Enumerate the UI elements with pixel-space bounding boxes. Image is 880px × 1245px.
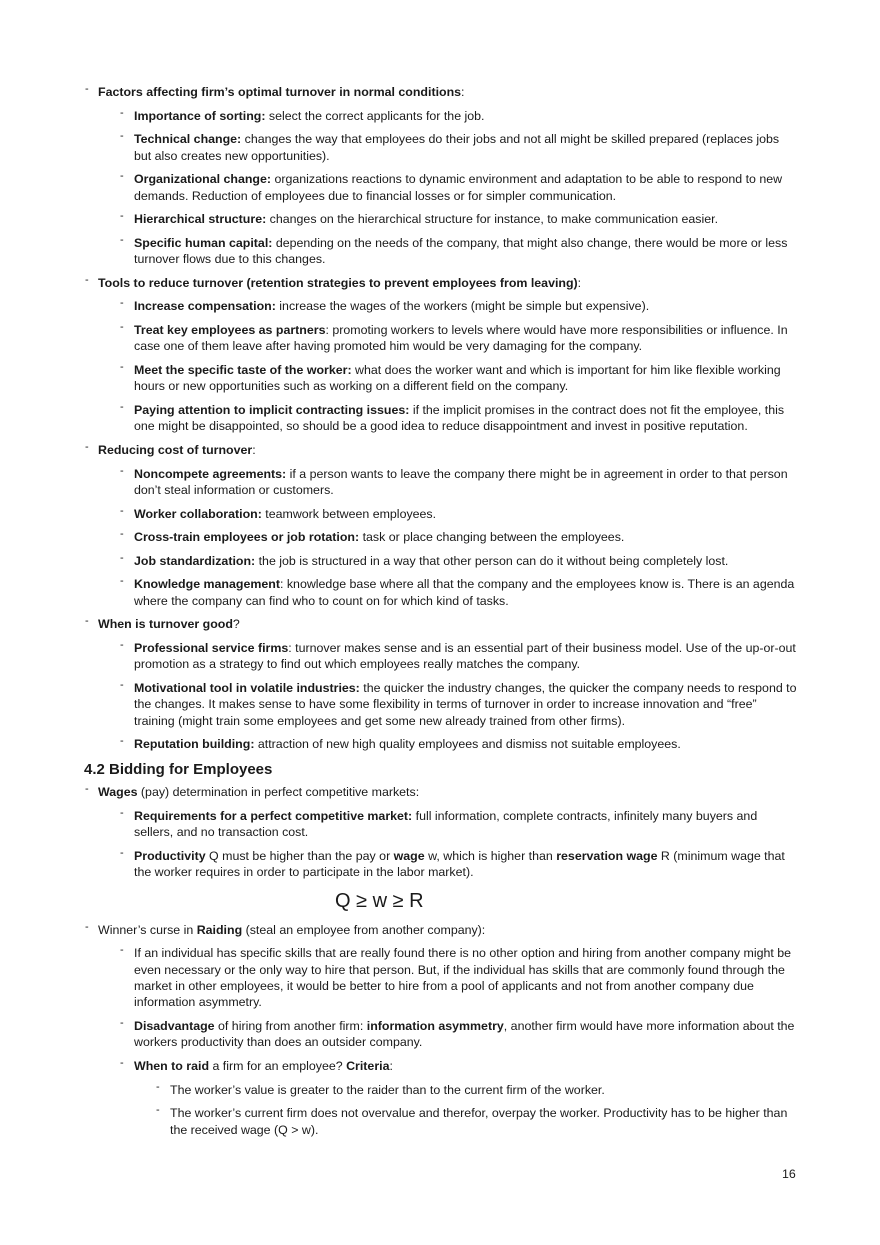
bullet-group: [0, 784, 880, 880]
bullet-text: [134, 849, 785, 879]
text-run: teamwork between employees.: [261, 506, 437, 521]
bullet-group: [0, 442, 880, 609]
sub-bullet-item: [0, 848, 798, 881]
text-run: organizations reactions to dynamic environment and adaptation to be able to respond to new demands. Reduction of employees due to financial losses or for simpler communication.: [134, 172, 783, 203]
bold-term: Paying attention to implicit contracting issues:: [134, 402, 410, 417]
bold-term: Technical change:: [134, 132, 242, 147]
bullet-text: [98, 85, 465, 99]
bullet-text: [98, 443, 256, 457]
sub-list: [0, 1082, 880, 1138]
bullet-dash-icon: -: [85, 920, 89, 933]
sub-list: [0, 808, 880, 881]
text-run: full information, complete contracts, infinitely many buyers and sellers, and no transaction cost.: [134, 808, 758, 839]
sub-bullet-item: [0, 298, 798, 314]
bullet-item: [0, 275, 798, 291]
sub-bullet-item: [0, 322, 798, 355]
bullet-dash-icon: -: [120, 400, 124, 413]
bullet-text: [134, 577, 794, 607]
bold-term: Reducing cost of turnover: [98, 442, 253, 457]
sub-bullet-item: [0, 1105, 798, 1138]
bullet-text: [98, 276, 581, 290]
text-run: : turnover makes sense and is an essential part of their business model. Use of the up-or-out promotion as a strategy to find out which employees really matches the company.: [134, 640, 796, 672]
text-run: if the implicit promises in the contract does not fit the employee, this one might be disappointed, so should be a good idea to reduce disappointment and invest in positive reputation.: [134, 402, 785, 434]
bold-term: Organizational change:: [134, 172, 272, 187]
bold-term: reservation wage: [556, 848, 658, 863]
bullet-text: [170, 1083, 605, 1097]
bullet-text: [134, 530, 624, 544]
text-run: task or place changing between the employees.: [359, 530, 625, 545]
text-run: increase the wages of the workers (might be simple but expensive).: [275, 299, 650, 314]
bullet-dash-icon: -: [120, 528, 124, 541]
bullet-dash-icon: -: [85, 615, 89, 628]
text-run: attraction of new high quality employees and dismiss not suitable employees.: [254, 737, 681, 752]
bullet-dash-icon: -: [85, 782, 89, 795]
bullet-text: [134, 507, 436, 521]
text-run: If an individual has specific skills that are really found there is no other option and hiring from another company might be even necessary or the only way to hire that person. But, if the individual has skills that are commonly found through the market in other employees, it would be better to hire from a pool of applicants and not from another company due information asymmetry.: [134, 946, 792, 1010]
text-run: : knowledge base where all that the company and the employees know is. There is an agenda where the company can find who to count on for which kind of tasks.: [134, 577, 795, 608]
bullet-dash-icon: -: [120, 846, 124, 859]
text-run: a firm for an employee?: [209, 1058, 347, 1073]
bullet-text: [134, 809, 757, 839]
bold-term: Noncompete agreements:: [134, 466, 287, 481]
sub-bullet-item: [0, 171, 798, 204]
text-run: :: [577, 275, 582, 290]
bold-term: Professional service firms: [134, 640, 289, 655]
bold-term: Tools to reduce turnover (retention strategies to prevent employees from leaving): [98, 275, 578, 290]
bullet-dash-icon: -: [120, 806, 124, 819]
sub-bullet-item: [0, 108, 798, 124]
text-run: changes on the hierarchical structure for instance, to make communication easier.: [266, 212, 719, 227]
bold-term: Disadvantage: [134, 1018, 215, 1033]
text-run: (pay) determination in perfect competitive markets:: [137, 784, 420, 799]
text-run: : promoting workers to levels where would have more responsibilities or influence. In case one of them leave after having promoted him would be very damaging for the company.: [134, 322, 788, 354]
bold-term: When is turnover good: [98, 617, 233, 632]
bullet-text: [134, 299, 649, 313]
bold-term: Treat key employees as partners: [134, 322, 326, 337]
text-run: :: [461, 85, 465, 99]
bullet-dash-icon: -: [85, 440, 89, 453]
text-run: depending on the needs of the company, that might also change, there would be more or less turnover flows due to this changes.: [134, 235, 788, 267]
bullet-dash-icon: -: [85, 83, 89, 95]
bullet-dash-icon: -: [120, 464, 124, 477]
bullet-dash-icon: -: [120, 551, 124, 564]
sub-bullet-item: [0, 131, 798, 164]
text-run: The worker’s current firm does not overvalue and therefor, overpay the worker. Productivity has to be higher than the received wage (Q > w).: [170, 1106, 788, 1137]
sub-bullet-item: [0, 211, 798, 227]
bullet-text: [134, 1059, 393, 1073]
bullet-dash-icon: -: [120, 1016, 124, 1029]
page-number: 16: [782, 1167, 796, 1181]
bullet-text: [134, 1019, 794, 1049]
equation: Q ≥ w ≥ R: [335, 889, 424, 912]
text-run: The worker’s value is greater to the raider than to the current firm of the worker.: [170, 1082, 605, 1097]
bullet-text: [98, 923, 485, 937]
text-run: what does the worker want and which is important for him like flexible working hours or new opportunities such as working on a different field on the company.: [134, 362, 781, 394]
sub-bullet-item: [0, 1082, 798, 1098]
text-run: changes the way that employees do their jobs and not all might be skilled prepared (replaces jobs but also creates new opportunities).: [134, 132, 780, 163]
bold-term: Factors affecting firm’s optimal turnover in normal conditions: [98, 85, 462, 99]
sub-list: [0, 298, 880, 434]
bullet-group: [0, 275, 880, 435]
bold-term: Requirements for a perfect competitive market:: [134, 808, 413, 823]
bold-term: wage: [393, 848, 425, 863]
bold-term: Raiding: [196, 922, 243, 937]
bullet-dash-icon: -: [120, 210, 124, 223]
bullet-dash-icon: -: [120, 504, 124, 517]
bullet-dash-icon: -: [120, 106, 124, 119]
bullet-group: [0, 616, 880, 752]
bullet-dash-icon: -: [120, 575, 124, 588]
sub-bullet-item: [0, 680, 798, 729]
bullet-text: [134, 132, 779, 162]
bullet-item: [0, 616, 798, 632]
bullet-item: [0, 784, 798, 800]
bullet-text: [98, 785, 419, 799]
bullet-dash-icon: -: [156, 1080, 160, 1093]
bullet-item: [0, 84, 798, 100]
bullet-group: [0, 84, 880, 268]
bullet-text: [134, 172, 782, 202]
bold-term: information asymmetry: [366, 1018, 504, 1033]
bullet-text: [134, 323, 788, 353]
bold-term: Wages: [98, 784, 138, 799]
sub-bullet-item: [0, 553, 798, 569]
bullet-text: [134, 109, 485, 123]
bullet-text: [134, 946, 791, 1009]
text-run: (steal an employee from another company):: [242, 922, 486, 937]
bold-term: Worker collaboration:: [134, 506, 262, 521]
bullet-text: [170, 1106, 787, 1136]
bullet-text: [134, 363, 781, 393]
bullet-text: [134, 467, 788, 497]
text-run: :: [252, 442, 256, 457]
bullet-text: [134, 212, 718, 226]
text-run: Winner’s curse in: [98, 922, 197, 937]
sub-list: [0, 640, 880, 753]
bold-term: Motivational tool in volatile industries:: [134, 680, 360, 695]
sub-bullet-item: [0, 506, 798, 522]
text-run: ?: [232, 617, 240, 632]
sub-bullet-item: [0, 1018, 798, 1051]
sub-bullet-item: [0, 1058, 798, 1074]
text-run: Q must be higher than the pay or: [205, 848, 394, 863]
section-heading: 4.2 Bidding for Employees: [84, 760, 273, 778]
sub-bullet-item: [0, 736, 798, 752]
text-run: :: [389, 1058, 393, 1073]
sub-list: [0, 945, 880, 1138]
sub-bullet-item: [0, 945, 798, 1011]
text-run: , another firm would have more information about the workers productivity than does an outsider company.: [134, 1018, 795, 1050]
bold-term: Specific human capital:: [134, 235, 273, 250]
sub-bullet-item: [0, 402, 798, 435]
bold-term: Hierarchical structure:: [134, 212, 267, 227]
bold-term: Job standardization:: [134, 553, 256, 568]
sub-bullet-item: [0, 640, 798, 673]
bullet-group: [0, 922, 880, 1138]
document-body: [0, 84, 880, 1145]
bold-term: Increase compensation:: [134, 299, 276, 314]
sub-list: [0, 466, 880, 610]
text-run: R (minimum wage that the worker requires in order to participate in the labor market).: [134, 848, 785, 879]
sub-bullet-item: [0, 576, 798, 609]
text-run: w, which is higher than: [424, 848, 557, 863]
bullet-item: [0, 922, 798, 938]
bullet-text: [134, 641, 796, 671]
bold-term: Criteria: [346, 1058, 390, 1073]
bullet-dash-icon: -: [85, 273, 89, 286]
sub-list: [0, 108, 880, 268]
bold-term: Reputation building:: [134, 737, 255, 752]
bullet-dash-icon: -: [120, 735, 124, 748]
bullet-dash-icon: -: [120, 130, 124, 143]
sub-bullet-item: [0, 808, 798, 841]
text-run: the quicker the industry changes, the quicker the company needs to respond to the changes. It makes sense to have some flexibility in terms of turnover in order to increase innovation and “free” training (might train some employees and get some new already trained from other firms).: [134, 680, 797, 728]
bullet-dash-icon: -: [156, 1104, 160, 1117]
bullet-text: [134, 554, 728, 568]
bullet-item: [0, 442, 798, 458]
bold-term: When to raid: [134, 1058, 210, 1073]
sub-bullet-item: [0, 466, 798, 499]
bold-term: Productivity: [134, 848, 206, 863]
sub-bullet-item: [0, 529, 798, 545]
bullet-dash-icon: -: [120, 1056, 124, 1069]
bullet-dash-icon: -: [120, 297, 124, 310]
bullet-dash-icon: -: [120, 320, 124, 333]
sub-bullet-item: [0, 235, 798, 268]
bullet-dash-icon: -: [120, 638, 124, 651]
bullet-dash-icon: -: [120, 678, 124, 691]
text-run: select the correct applicants for the job.: [265, 108, 485, 123]
bullet-dash-icon: -: [120, 170, 124, 183]
bullet-dash-icon: -: [120, 233, 124, 246]
text-run: the job is structured in a way that other person can do it without being completely lost.: [255, 553, 729, 568]
bullet-text: [134, 681, 797, 728]
bullet-text: [134, 403, 784, 433]
text-run: if a person wants to leave the company there might be in agreement in order to that person don’t steal information or customers.: [134, 466, 788, 497]
bold-term: Cross-train employees or job rotation:: [134, 530, 360, 545]
bold-term: Meet the specific taste of the worker:: [134, 362, 352, 377]
sub-bullet-item: [0, 362, 798, 395]
bold-term: Importance of sorting:: [134, 108, 266, 123]
bullet-text: [98, 617, 240, 631]
bullet-dash-icon: -: [120, 360, 124, 373]
bullet-dash-icon: -: [120, 944, 124, 957]
bullet-text: [134, 236, 787, 266]
text-run: of hiring from another firm:: [214, 1018, 367, 1033]
bold-term: Knowledge management: [134, 577, 280, 592]
bullet-text: [134, 737, 681, 751]
